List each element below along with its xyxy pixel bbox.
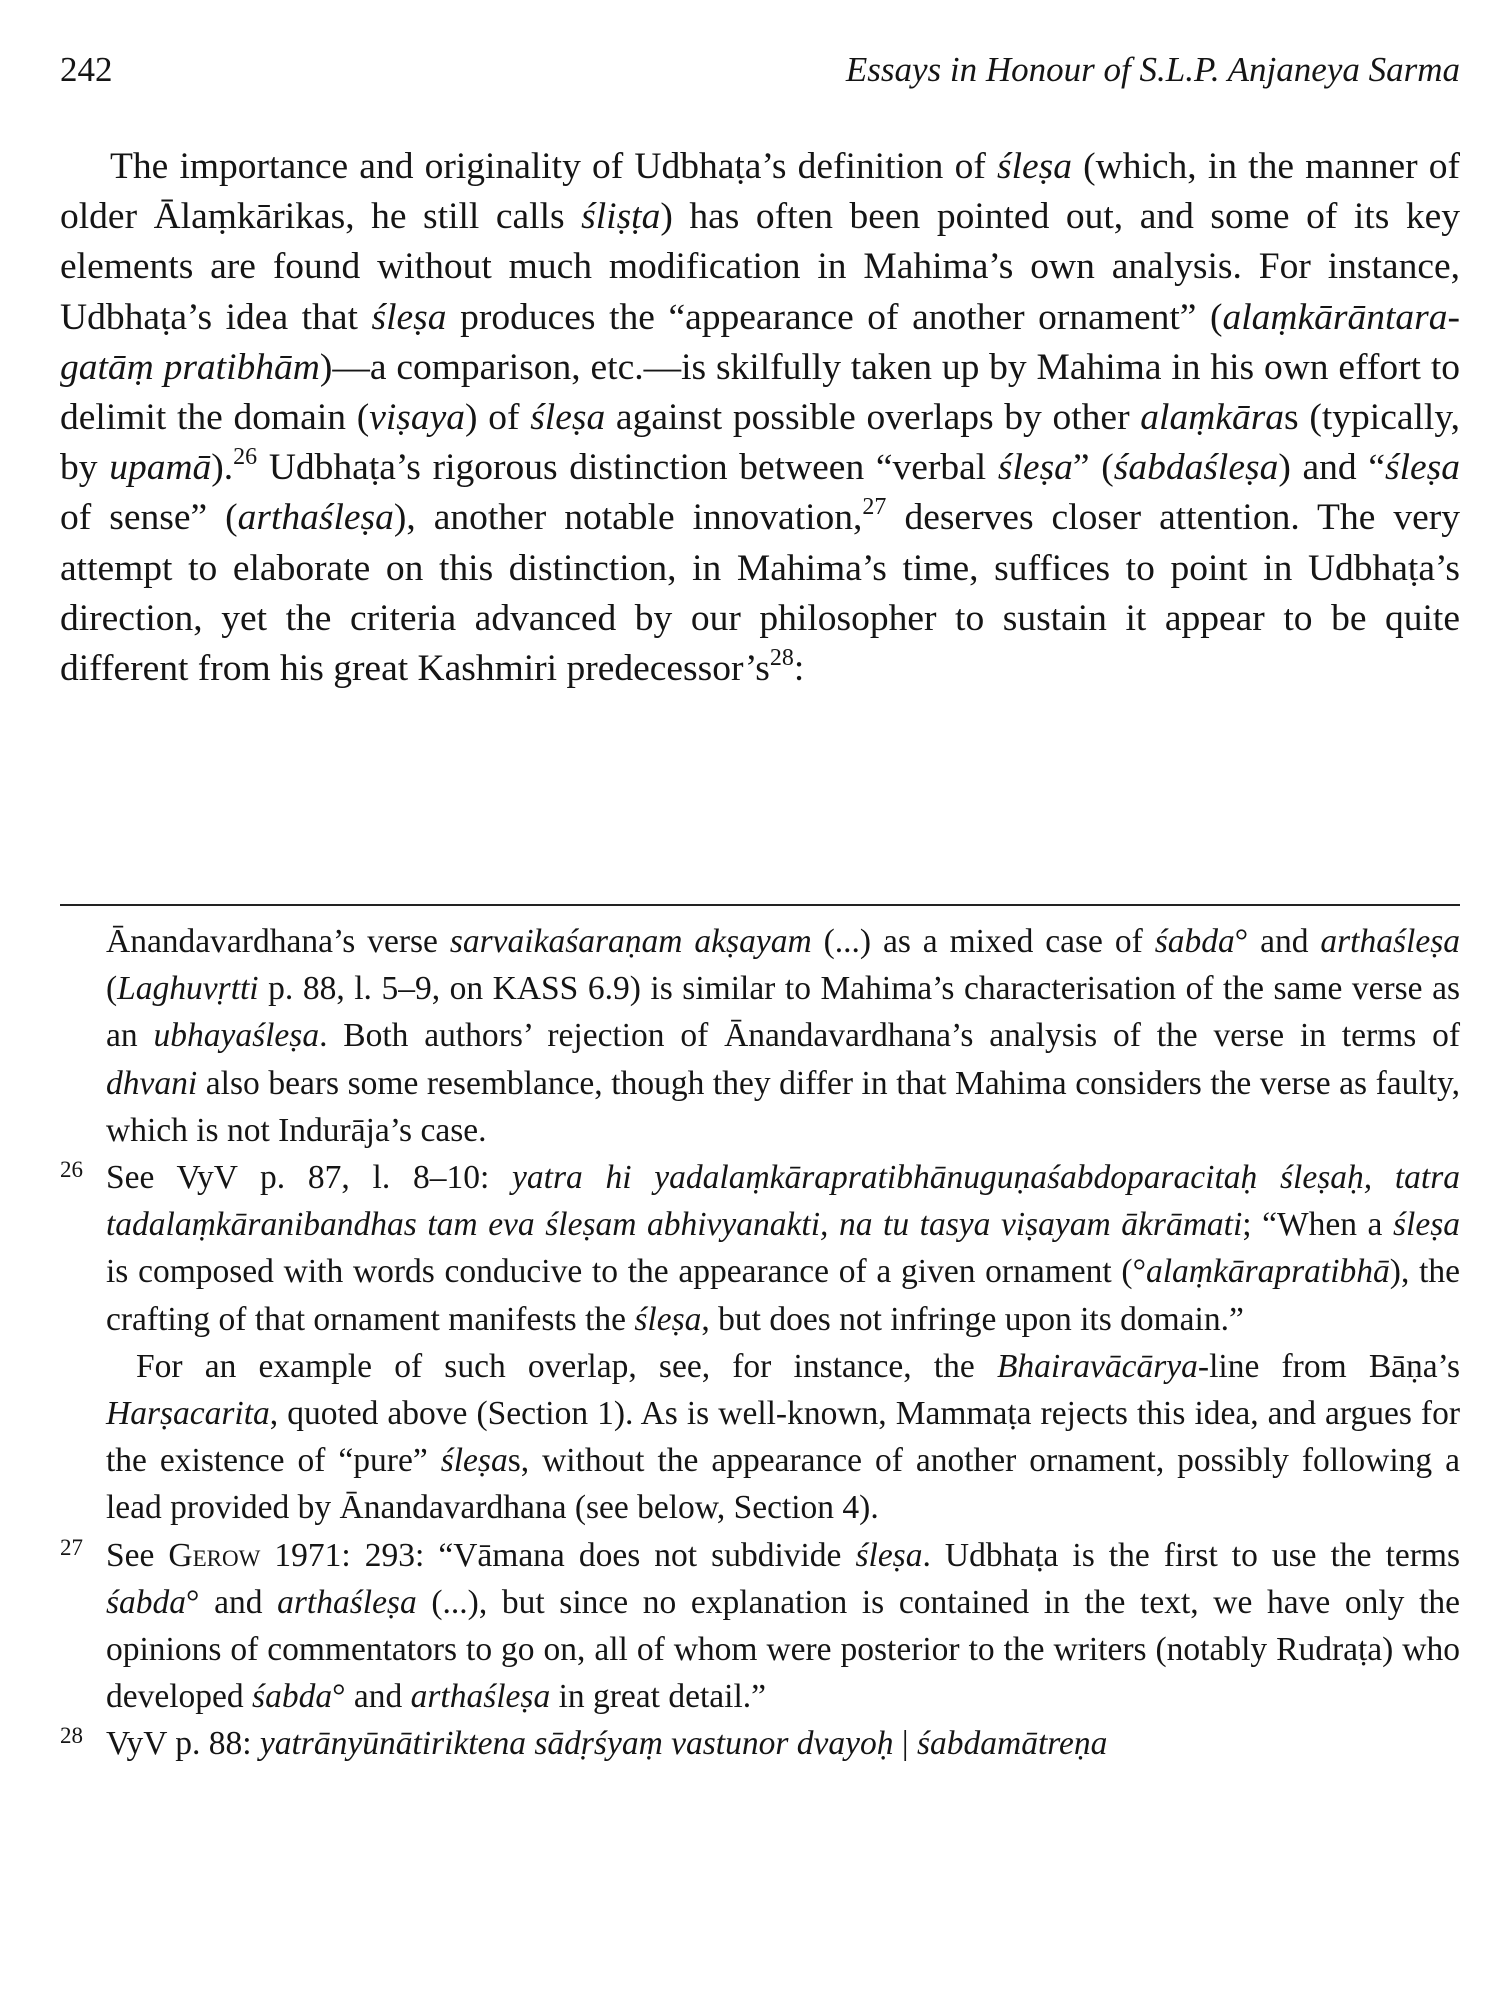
footnote-number: 27 [60, 1534, 83, 1560]
running-title: Essays in Honour of S.L.P. Anjaneya Sarma [845, 50, 1460, 89]
footnote-28: 28 VyV p. 88: yatrānyūnātiriktena sādṛśyaṃ vastunor dvayoḥ | śabdamātreṇa [60, 1720, 1460, 1767]
footnote-26: 26 See VyV p. 87, l. 8–10: yatra hi yadalaṃkārapratibhānuguṇaśabdoparacitaḥ śleṣaḥ, tatra tadalaṃkāranibandhas tam eva śleṣam abhivyanakti, na tu tasya viṣayam ākrāmati; “When a śleṣa is composed with words conducive to the appearance of a given ornament (°alaṃkārapratibhā), the crafting of that ornament manifests the śleṣa, but does not infringe upon its domain.” [60, 1154, 1460, 1343]
footnote-ref-27[interactable]: 27 [862, 494, 887, 521]
footnote-continuation: Ānandavardhana’s verse sarvaikaśaraṇam akṣayam (...) as a mixed case of śabda° and arthaśleṣa (Laghuvṛtti p. 88, l. 5–9, on KASS 6.9) is similar to Mahima’s characterisation of the same verse as an ubhayaśleṣa. Both authors’ rejection of Ānandavardhana’s analysis of the verse in terms of dhvani also bears some resemblance, though they differ in that Mahima considers the verse as faulty, which is not Indurāja’s case. [106, 923, 1460, 1149]
book-page [60, 0, 1460, 2000]
running-head [60, 50, 1460, 100]
footnote-27: 27 See Gerow 1971: 293: “Vāmana does not subdivide śleṣa. Udbhaṭa is the first to use the terms śabda° and arthaśleṣa (...), but since no explanation is contained in the text, we have only the opinions of commentators to go on, all of whom were posterior to the writers (notably Rudraṭa) who developed śabda° and arthaśleṣa in great detail.” [60, 1532, 1460, 1721]
footnote-26-second-paragraph: For an example of such overlap, see, for instance, the Bhairavācārya-line from Bāṇa’s Harṣacarita, quoted above (Section 1). As is well-known, Mammaṭa rejects this idea, and argues for the existence of “pure” śleṣas, without the appearance of another ornament, possibly following a lead provided by Ānandavardhana (see below, Section 4). [106, 1347, 1460, 1527]
footnote-ref-28[interactable]: 28 [769, 645, 794, 672]
page-number: 242 [60, 50, 113, 89]
footnote-ref-26[interactable]: 26 [233, 444, 258, 471]
main-paragraph: The importance and originality of Udbhaṭa’s definition of śleṣa (which, in the manner of older Ālaṃkārikas, he still calls śliṣṭa) has often been pointed out, and some of its key elements are found without much modification in Mahima’s own analysis. For instance, Udbhaṭa’s idea that śleṣa produces the “appearance of another ornament” (alaṃkārāntara-gatāṃ pratibhām)—a comparison, etc.—is skilfully taken up by Mahima in his own effort to delimit the domain (viṣaya) of śleṣa against possible overlaps by other alaṃkāras (typically, by upamā).$^{26}$ Udbhaṭa’s rigorous distinction between “verbal śleṣa” (śabdaśleṣa) and “śleṣa of sense” (arthaśleṣa), another notable innovation,$^{27}$ deserves closer attention. The very attempt to elaborate on this distinction, in Mahima’s time, suffices to point in Udbhaṭa’s direction, yet the criteria advanced by our philosopher to sustain it appear to be quite different from his great Kashmiri $predecessor’s^{28}$: [60, 146, 1461, 690]
footnote-number: 28 [60, 1723, 83, 1749]
footnotes [60, 918, 1460, 1768]
footnote-number: 26 [60, 1157, 83, 1183]
footnote-separator [60, 904, 1460, 906]
